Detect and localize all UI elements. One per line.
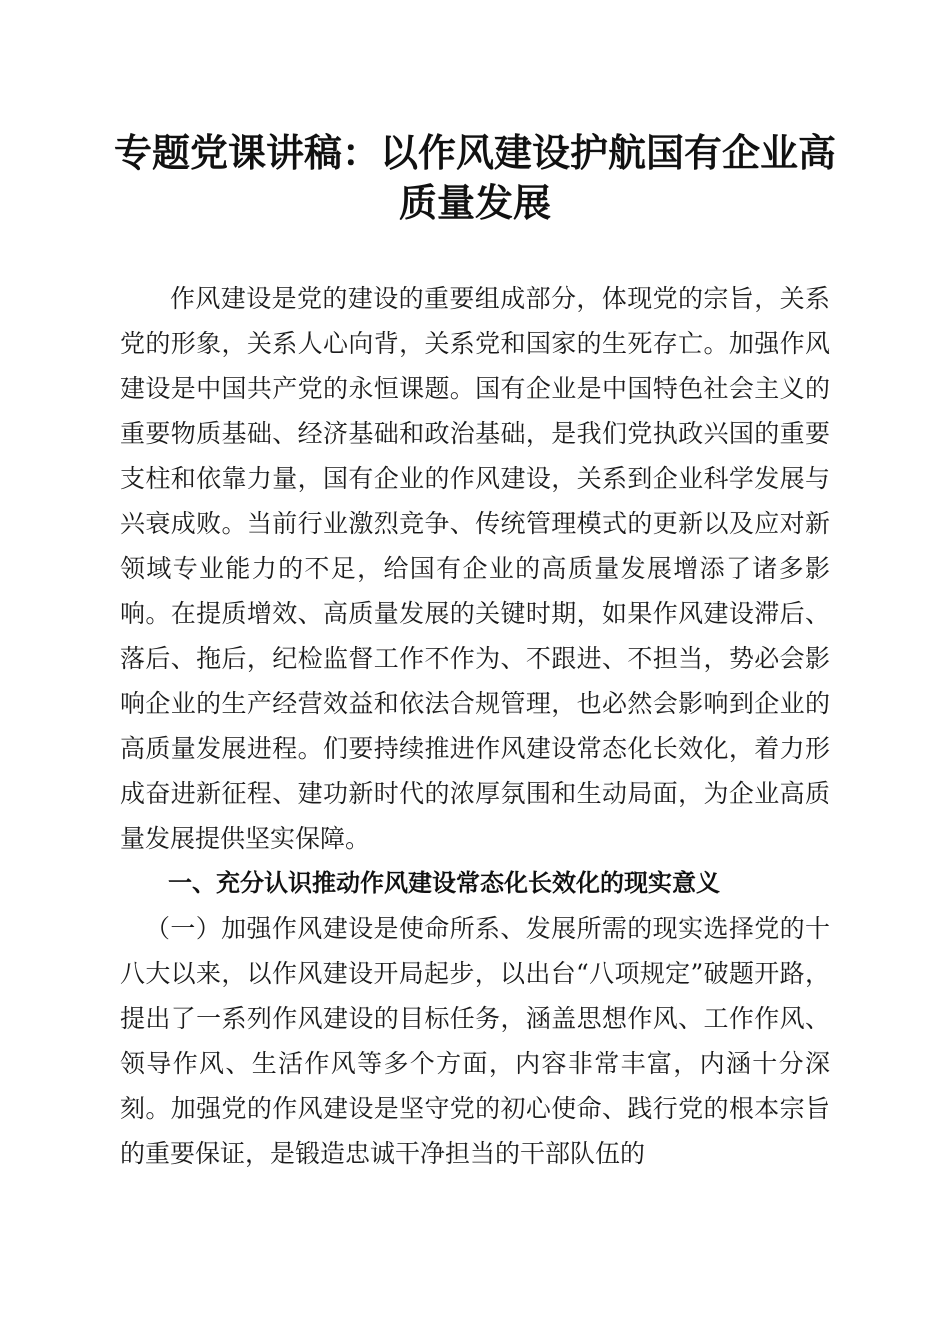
section-paragraph: （一）加强作风建设是使命所系、发展所需的现实选择党的十八大以来，以作风建设开局起步，以出台“八项规定”破题开路，提出了一系列作风建设的目标任务，涵盖思想作风、工作作风、领导作风、生活作风等多个方面，内容非常丰富，内涵十分深刻。加强党的作风建设是坚守党的初心使命、践行党的根本宗旨的重要保证，是锻造忠诚干净担当的干部队伍的 [120,914,830,1168]
intro-paragraph: 作风建设是党的建设的重要组成部分，体现党的宗旨，关系党的形象，关系人心向背，关系党和国家的生死存亡。加强作风建设是中国共产党的永恒课题。国有企业是中国特色社会主义的重要物质基础、经济基础和政治基础，是我们党执政兴国的重要支柱和依靠力量，国有企业的作风建设，关系到企业科学发展与兴衰成败。当前行业激烈竞争、传统管理模式的更新以及应对新领域专业能力的不足，给国有企业的高质量发展增添了诸多影响。在提质增效、高质量发展的关键时期，如果作风建设滞后、落后、拖后，纪检监督工作不作为、不跟进、不担当，势必会影响企业的生产经营效益和依法合规管理，也必然会影响到企业的高质量发展进程。们要持续推进作风建设常态化长效化，着力形成奋进新征程、建功新时代的浓厚氛围和生动局面，为企业高质量发展提供坚实保障。 [120,284,830,853]
section-heading: 一、充分认识推动作风建设常态化长效化的现实意义 [168,869,720,897]
document-body [120,276,830,1176]
document-title: 专题党课讲稿：以作风建设护航国有企业高质量发展 [113,131,836,225]
